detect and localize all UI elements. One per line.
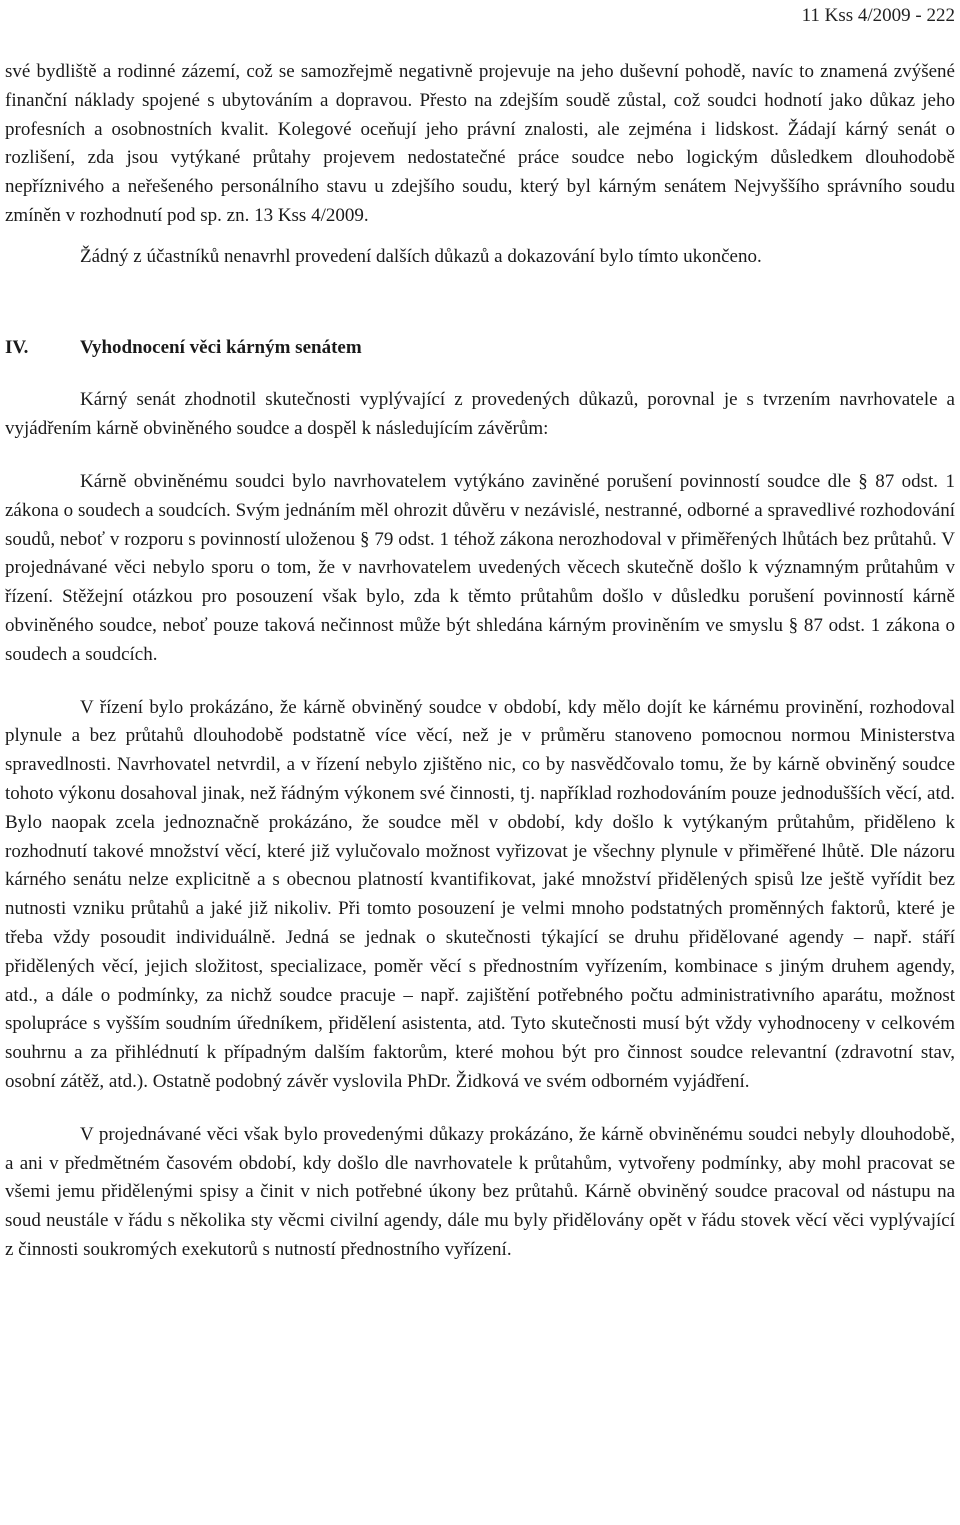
paragraph: své bydliště a rodinné zázemí, což se samozřejmě negativně projevuje na jeho duševní pohodě, navíc to znamená zvýšené finanční náklady spojené s ubytováním a dopravou. Přesto na zdejším soudě zůstal, což soudci hodnotí jako důkaz jeho profesních a osobnostních kvalit. Kolegové oceňují jeho právní znalosti, ale zejména i lidskost. Žádají kárný senát o rozlišení, zda jsou vytýkané průtahy projevem nedostatečné práce soudce nebo logickým důsledkem dlouhodobě nepříznivého a neřešeného personálního stavu u zdejšího soudu, který byl kárným senátem Nejvyššího správního soudu zmíněn v rozhodnutí pod sp. zn. 13 Kss 4/2009. — [5, 61, 955, 226]
section-number: IV. — [5, 336, 29, 358]
paragraph: Žádný z účastníků nenavrhl provedení dalších důkazů a dokazování bylo tímto ukončeno. — [80, 245, 762, 267]
section-heading — [5, 334, 955, 363]
section-title: Vyhodnocení věci kárným senátem — [80, 336, 362, 358]
document-body — [5, 58, 955, 1265]
paragraph: V řízení bylo prokázáno, že kárně obviněný soudce v období, kdy mělo dojít ke kárnému provinění, rozhodoval plynule a bez průtahů dlouhodobě podstatně více věcí, než je v průměru stanoveno pomocnou normou Ministerstva spravedlnosti. Navrhovatel netvrdil, a v řízení nebylo zjištěno nic, co by nasvědčovalo tomu, že by kárně obviněný soudce tohoto výkonu dosahoval jinak, než řádným výkonem své činnosti, tj. například rozhodováním pouze jednodušších věcí, atd. Bylo naopak zcela jednoznačně prokázáno, že soudce měl v období, kdy došlo k vytýkaným průtahům, přiděleno k rozhodnutí takové množství věcí, které již vylučovalo možnost vyřizovat je všechny plynule v přiměřené lhůtě. Dle názoru kárného senátu nelze explicitně a s obecnou platností kvantifikovat, jaké množství přidělených spisů lze ještě vyřídit bez nutnosti vzniku průtahů a jaké již nikoliv. Při tomto posouzení je velmi mnoho podstatných proměnných faktorů, které je třeba vždy posoudit individuálně. Jedná se jednak o skutečnosti týkající se druhu přidělované agendy – např. stáří přidělených věcí, jejich složitost, specializace, poměr věcí s přednostním vyřízením, kombinace s jiným druhem agendy, atd., a dále o podmínky, za nichž soudce pracuje – např. zajištění potřebného počtu administrativního aparátu, možnost spolupráce s vyšším soudním úředníkem, přidělení asistenta, atd. Tyto skutečnosti musí být vždy vyhodnoceny v celkovém souhrnu a za přihlédnutí k případným dalším faktorům, které mohou být pro činnost soudce relevantní (zdravotní stav, osobní zátěž, atd.). Ostatně podobný závěr vyslovila PhDr. Židková ve svém odborném vyjádření. — [5, 696, 955, 1092]
paragraph: Kárně obviněnému soudci bylo navrhovatelem vytýkáno zaviněné porušení povinností soudce dle § 87 odst. 1 zákona o soudech a soudcích. Svým jednáním měl ohrozit důvěru v nezávislé, nestranné, odborné a spravedlivé rozhodování soudů, neboť v rozporu s povinností uloženou § 79 odst. 1 téhož zákona nerozhodoval v přiměřených lhůtách bez průtahů. V projednávané věci nebylo sporu o tom, že v navrhovatelem uvedených věcech skutečně došlo k významným průtahům v řízení. Stěžejní otázkou pro posouzení však bylo, zda k těmto průtahům došlo v důsledku porušení povinností kárně obviněného soudce, neboť pouze taková nečinnost může být shledána kárným proviněním ve smyslu § 87 odst. 1 zákona o soudech a soudcích. — [5, 470, 955, 665]
paragraph: Kárný senát zhodnotil skutečnosti vyplývající z provedených důkazů, porovnal je s tvrzením navrhovatele a vyjádřením kárně obviněného soudce a dospěl k následujícím závěrům: — [5, 389, 955, 440]
paragraph: V projednávané věci však bylo provedenými důkazy prokázáno, že kárně obviněnému soudci nebyly dlouhodobě, a ani v předmětném časovém období, kdy došlo dle navrhovatele k průtahům, vytvořeny podmínky, aby mohl pracovat se všemi jemu přidělenými spisy a činit v nich potřebné úkony bez průtahů. Kárně obviněný soudce pracoval od nástupu na soud neustále v řádu s několika sty věcmi civilní agendy, dále mu byly přidělovány opět v řádu stovek věcí věci vyplývající z činnosti soukromých exekutorů s nutností přednostního vyřízení. — [5, 1123, 955, 1260]
page-header-reference: 11 Kss 4/2009 - 222 — [801, 5, 955, 26]
